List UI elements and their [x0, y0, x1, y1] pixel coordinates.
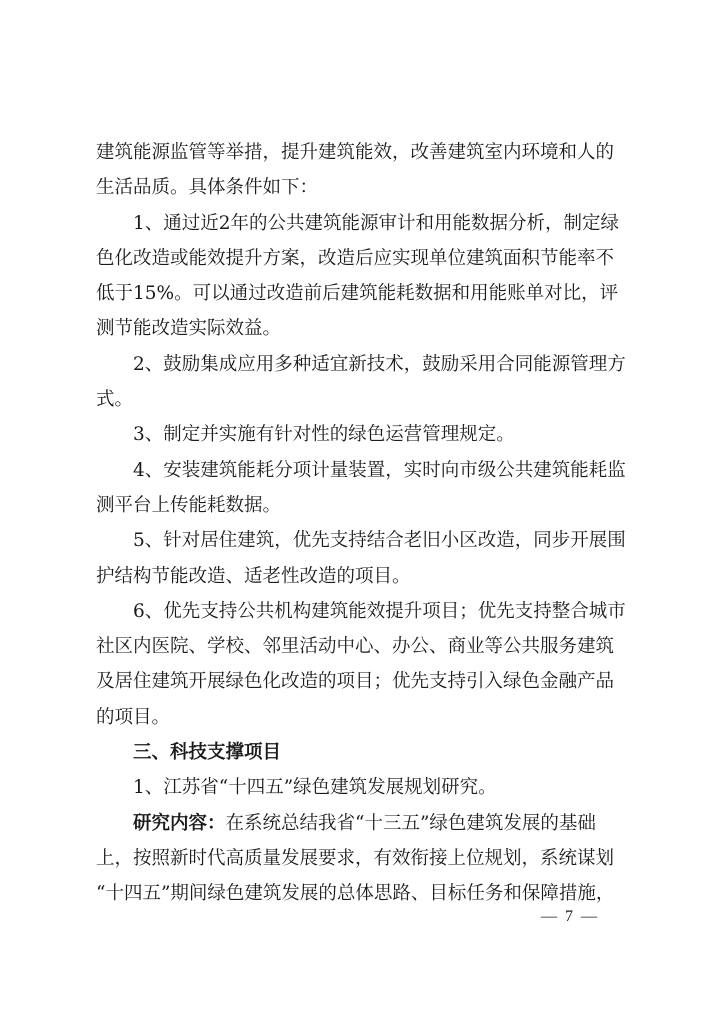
research-line: 上，按照新时代高质量发展要求，有效衔接上位规划，系统谋划: [96, 847, 615, 869]
paragraph-line: 建筑能源监管等举措，提升建筑能效，改善建筑室内环境和人的: [96, 142, 615, 163]
list-item-5-line: 5、针对居住建筑，优先支持结合老旧小区改造，同步开展围: [133, 530, 626, 552]
list-item-6-line: 6、优先支持公共机构建筑能效提升项目；优先支持整合城市: [133, 600, 626, 622]
list-item-1-line: 低于15%。可以通过改造前后建筑能耗数据和用能账单对比，评: [96, 283, 619, 305]
list-item-6-line: 及居住建筑开展绿色化改造的项目；优先支持引入绿色金融产品: [96, 671, 615, 693]
list-item-2-line: 2、鼓励集成应用多种适宜新技术，鼓励采用合同能源管理方: [133, 353, 626, 375]
research-line: [96, 806, 632, 841]
research-label: 研究内容：: [133, 812, 226, 834]
research-text: 在系统总结我省“十三五”绿色建筑发展的基础: [225, 812, 596, 834]
body-text: [96, 135, 632, 912]
project-title: 1、江苏省“十四五”绿色建筑发展规划研究。: [133, 777, 497, 799]
list-item-5-line: 护结构节能改造、适老性改造的项目。: [96, 565, 411, 587]
research-line: “十四五”期间绿色建筑发展的总体思路、目标任务和保障措施，: [96, 883, 615, 905]
section-heading: 三、科技支撑项目: [133, 742, 282, 764]
page-number: — 7 —: [541, 908, 599, 925]
list-item-4-line: 测平台上传能耗数据。: [96, 494, 282, 516]
list-item-4-line: 4、安装建筑能耗分项计量装置，实时向市级公共建筑能耗监: [133, 459, 626, 481]
list-item-1-line: 色化改造或能效提升方案，改造后应实现单位建筑面积节能率不: [96, 247, 615, 269]
list-item-1-line: 1、通过近2年的公共建筑能源审计和用能数据分析，制定绿: [133, 212, 620, 234]
list-item-2-line: 式。: [96, 389, 134, 411]
list-item-1-line: 测节能改造实际效益。: [96, 318, 282, 340]
paragraph-line: 生活品质。具体条件如下：: [96, 177, 319, 199]
list-item-6-line: 社区内医院、学校、邻里活动中心、办公、商业等公共服务建筑: [96, 636, 615, 658]
list-item-6-line: 的项目。: [96, 706, 171, 728]
list-item-3-line: 3、制定并实施有针对性的绿色运营管理规定。: [133, 424, 515, 446]
